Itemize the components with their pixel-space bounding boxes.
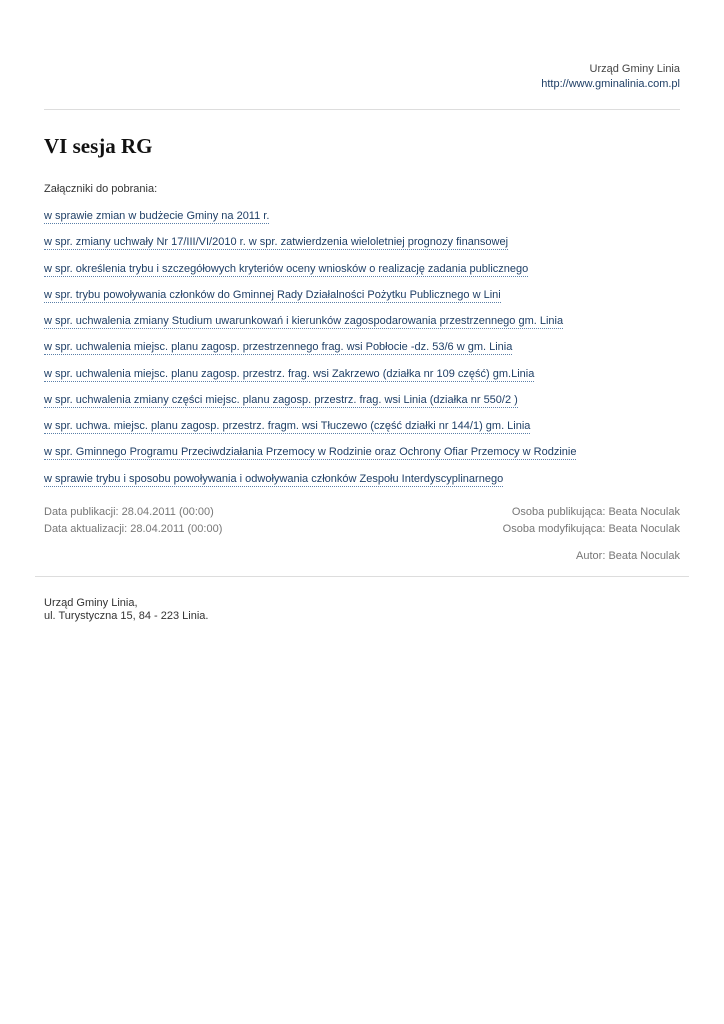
list-item [44,340,684,366]
modifier: Osoba modyfikująca: Beata Noculak [502,523,680,535]
list-item [44,209,684,235]
org-name: Urząd Gminy Linia [589,63,680,75]
list-item [44,393,684,419]
page-footer [44,597,208,623]
attachment-link[interactable]: w spr. uchwa. miejsc. planu zagosp. przestrz. fragm. wsi Tłuczewo (część działki nr 144/1) gm. Linia [44,420,531,432]
website-link[interactable]: http://www.gminalinia.com.pl [541,78,680,90]
attachment-link[interactable]: w spr. uchwalenia zmiany części miejsc. planu zagosp. przestrz. frag. wsi Linia (działka nr 550/2 ) [44,393,518,406]
list-item [44,235,684,261]
update-date: Data aktualizacji: 28.04.2011 (00:00) [44,523,223,535]
page-title: VI sesja RG [44,134,153,158]
attachment-link[interactable]: w spr. określenia trybu i szczegółowych kryteriów oceny wniosków o realizację zadania publicznego [44,262,529,275]
list-item [44,367,684,393]
list-item [44,445,684,471]
list-item [44,419,684,445]
attachment-link[interactable]: w spr. Gminnego Programu Przeciwdziałania Przemocy w Rodzinie oraz Ochrony Ofiar Przemocy w Rodzinie [44,446,577,459]
attachment-link[interactable]: w spr. uchwalenia zmiany Studium uwarunkowań i kierunków zagospodarowania przestrzennego gm. Linia [44,315,564,327]
footer-address: ul. Turystyczna 15, 84 - 223 Linia. [44,610,209,622]
attachment-link[interactable]: w spr. zmiany uchwały Nr 17/III/VI/2010 r. w spr. zatwierdzenia wieloletniej prognozy finansowej [44,236,509,249]
list-item [44,262,684,288]
attachment-link[interactable]: w spr. uchwalenia miejsc. planu zagosp. przestrz. frag. wsi Zakrzewo (działka nr 109 część) gm.Linia [44,367,535,380]
attachment-link[interactable]: w sprawie trybu i sposobu powoływania i odwoływania członków Zespołu Interdyscyplinarnego [44,472,504,485]
list-item [44,314,684,340]
author: Autor: Beata Noculak [576,550,680,562]
footer-org-name: Urząd Gminy Linia, [44,597,138,609]
attachment-link[interactable]: w spr. uchwalenia miejsc. planu zagosp. przestrzennego frag. wsi Pobłocie -dz. 53/6 w gm. Linia [44,341,513,354]
attachment-link[interactable]: w spr. trybu powoływania członków do Gminnej Rady Działalności Pożytku Publicznego w Lini [44,288,501,301]
attachments-label: Załączniki do pobrania: [44,183,158,195]
header-divider [44,109,680,110]
list-item [44,288,684,314]
attachments-list [44,209,684,498]
attachment-link[interactable]: w sprawie zmian w budżecie Gminy na 2011 r. [44,210,270,222]
list-item [44,472,684,498]
publisher: Osoba publikująca: Beata Noculak [511,506,680,518]
publication-date: Data publikacji: 28.04.2011 (00:00) [44,506,214,518]
footer-divider [35,576,689,577]
page-header [541,62,680,92]
